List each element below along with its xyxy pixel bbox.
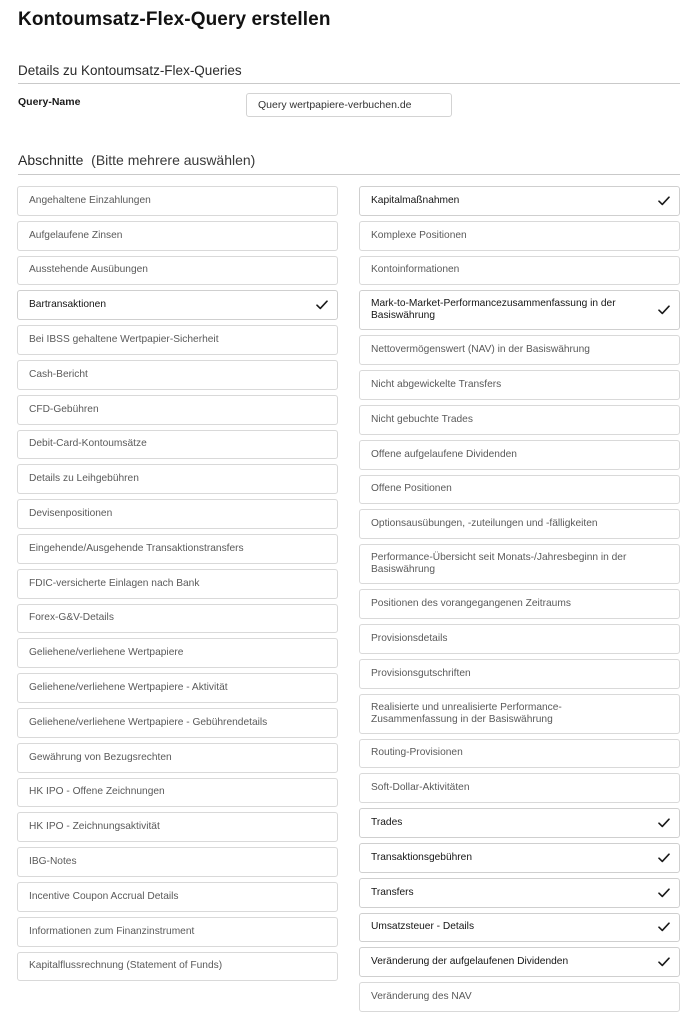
section-option[interactable] (359, 913, 680, 943)
section-option-label: Geliehene/verliehene Wertpapiere - Gebührendetails (29, 716, 268, 728)
section-option[interactable] (17, 256, 338, 286)
check-icon (658, 922, 670, 932)
section-option[interactable] (17, 221, 338, 251)
section-option[interactable] (359, 878, 680, 908)
section-option-label: HK IPO - Offene Zeichnungen (29, 786, 165, 798)
section-option-label: Devisenpositionen (29, 508, 113, 520)
section-option[interactable] (359, 624, 680, 654)
section-option[interactable] (359, 544, 680, 584)
section-option[interactable] (359, 659, 680, 689)
section-option[interactable] (359, 739, 680, 769)
section-option-label: Geliehene/verliehene Wertpapiere - Aktivität (29, 682, 228, 694)
section-option[interactable] (17, 952, 338, 982)
query-name-label: Query-Name (18, 96, 81, 108)
section-option-label: IBG-Notes (29, 856, 77, 868)
section-option-label: Geliehene/verliehene Wertpapiere (29, 647, 184, 659)
details-section-heading: Details zu Kontoumsatz-Flex-Queries (18, 63, 680, 84)
page-title: Kontoumsatz-Flex-Query erstellen (18, 9, 331, 30)
section-option-label: Details zu Leihgebühren (29, 473, 139, 485)
section-option[interactable] (359, 221, 680, 251)
section-option[interactable] (17, 430, 338, 460)
section-option[interactable] (359, 405, 680, 435)
sections-heading-title: Abschnitte (18, 152, 84, 168)
section-option-label: Ausstehende Ausübungen (29, 264, 148, 276)
section-option[interactable] (359, 773, 680, 803)
check-icon (658, 196, 670, 206)
section-option-label: Transfers (371, 886, 414, 898)
check-icon (658, 888, 670, 898)
section-option-label: Bei IBSS gehaltene Wertpapier-Sicherheit (29, 334, 219, 346)
section-option-label: Kontoinformationen (371, 264, 460, 276)
section-option[interactable] (359, 290, 680, 330)
section-option[interactable] (17, 325, 338, 355)
check-icon (658, 957, 670, 967)
section-option[interactable] (17, 290, 338, 320)
section-option-label: Incentive Coupon Accrual Details (29, 890, 179, 902)
section-option-label: Umsatzsteuer - Details (371, 921, 475, 933)
section-option[interactable] (17, 882, 338, 912)
section-option[interactable] (359, 694, 680, 734)
sections-heading-hint: (Bitte mehrere auswählen) (91, 152, 256, 168)
section-option[interactable] (17, 604, 338, 634)
section-option-label: Mark-to-Market-Performancezusammenfassung in der Basiswährung (371, 298, 616, 322)
query-name-input[interactable] (246, 93, 452, 117)
section-option-label: Bartransaktionen (29, 299, 107, 311)
section-option-label: Debit-Card-Kontoumsätze (29, 438, 147, 450)
section-option[interactable] (359, 256, 680, 286)
section-option-label: Veränderung des NAV (371, 991, 472, 1003)
section-option[interactable] (359, 589, 680, 619)
section-option-label: Aufgelaufene Zinsen (29, 229, 123, 241)
section-option[interactable] (359, 982, 680, 1012)
section-option[interactable] (17, 395, 338, 425)
section-option-label: Realisierte und unrealisierte Performance-Zusammenfassung in der Basiswährung (371, 701, 562, 725)
sections-heading (18, 152, 680, 175)
check-icon (316, 300, 328, 310)
section-option-label: Cash-Bericht (29, 368, 88, 380)
section-option-label: Trades (371, 817, 403, 829)
section-option[interactable] (17, 673, 338, 703)
section-option[interactable] (359, 509, 680, 539)
section-option-label: Kapitalflussrechnung (Statement of Funds) (29, 960, 223, 972)
section-option[interactable] (17, 360, 338, 390)
section-option[interactable] (17, 812, 338, 842)
sections-left-column (17, 186, 338, 981)
section-option[interactable] (17, 708, 338, 738)
section-option-label: FDIC-versicherte Einlagen nach Bank (29, 577, 200, 589)
section-option-label: Provisionsdetails (371, 632, 448, 644)
section-option-label: Performance-Übersicht seit Monats-/Jahresbeginn in der Basiswährung (371, 552, 627, 576)
sections-right-column (359, 186, 680, 1012)
section-option-label: Forex-G&V-Details (29, 612, 114, 624)
section-option-label: Offene aufgelaufene Dividenden (371, 448, 517, 460)
section-option[interactable] (359, 335, 680, 365)
section-option[interactable] (17, 464, 338, 494)
check-icon (658, 305, 670, 315)
section-option-label: Transaktionsgebühren (371, 851, 472, 863)
section-option[interactable] (17, 778, 338, 808)
section-option-label: Nettovermögenswert (NAV) in der Basiswährung (371, 344, 590, 356)
section-option[interactable] (17, 499, 338, 529)
section-option[interactable] (359, 440, 680, 470)
section-option[interactable] (17, 847, 338, 877)
section-option-label: Provisionsgutschriften (371, 667, 471, 679)
section-option-label: Informationen zum Finanzinstrument (29, 925, 195, 937)
section-option-label: CFD-Gebühren (29, 403, 99, 415)
section-option-label: HK IPO - Zeichnungsaktivität (29, 821, 160, 833)
section-option[interactable] (17, 917, 338, 947)
section-option[interactable] (359, 808, 680, 838)
section-option-label: Angehaltene Einzahlungen (29, 194, 151, 206)
section-option-label: Veränderung der aufgelaufenen Dividenden (371, 956, 569, 968)
section-option-label: Optionsausübungen, -zuteilungen und -fälligkeiten (371, 518, 598, 530)
section-option[interactable] (17, 569, 338, 599)
section-option-label: Kapitalmaßnahmen (371, 194, 460, 206)
section-option[interactable] (359, 370, 680, 400)
section-option-label: Nicht gebuchte Trades (371, 413, 473, 425)
section-option[interactable] (17, 743, 338, 773)
section-option-label: Eingehende/Ausgehende Transaktionstransfers (29, 542, 244, 554)
section-option[interactable] (359, 475, 680, 505)
section-option[interactable] (17, 534, 338, 564)
section-option[interactable] (359, 947, 680, 977)
section-option-label: Soft-Dollar-Aktivitäten (371, 782, 470, 794)
section-option-label: Offene Positionen (371, 483, 452, 495)
section-option-label: Nicht abgewickelte Transfers (371, 379, 502, 391)
section-option[interactable] (17, 186, 338, 216)
check-icon (658, 818, 670, 828)
section-option-label: Positionen des vorangegangenen Zeitraums (371, 598, 571, 610)
check-icon (658, 853, 670, 863)
section-option[interactable] (359, 186, 680, 216)
section-option-label: Routing-Provisionen (371, 747, 463, 759)
section-option-label: Komplexe Positionen (371, 229, 467, 241)
section-option[interactable] (17, 638, 338, 668)
section-option[interactable] (359, 843, 680, 873)
section-option-label: Gewährung von Bezugsrechten (29, 751, 172, 763)
